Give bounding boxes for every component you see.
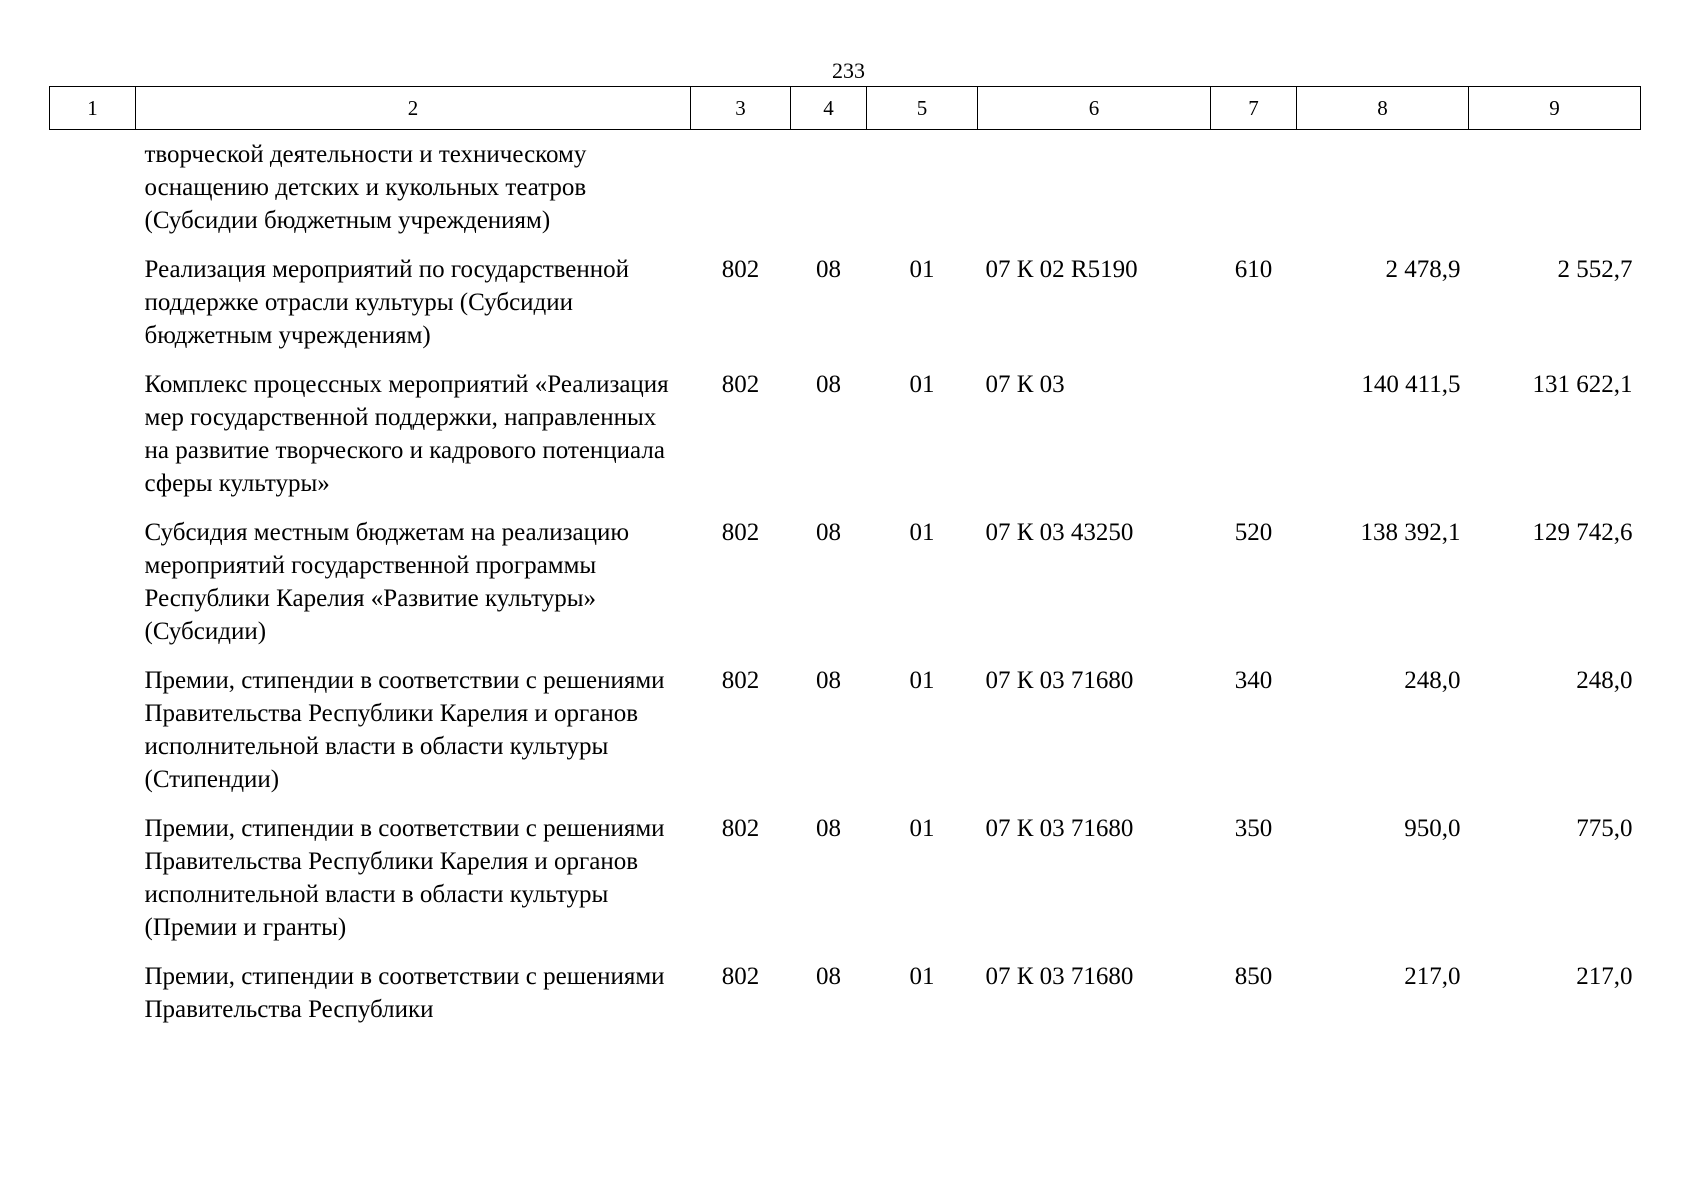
cell-c8: 950,0 [1404, 815, 1461, 842]
header-row [50, 87, 1641, 130]
header-cell-1: 1 [50, 87, 136, 130]
cell-c8: 2 478,9 [1385, 256, 1461, 283]
row-description: Реализация мероприятий по государственной поддержке отрасли культуры (Субсидии бюджетным учреждениям) [144, 256, 630, 349]
table-row [50, 662, 1641, 810]
budget-table [49, 86, 1641, 1040]
cell-c4: 08 [816, 519, 841, 546]
cell-c6 [978, 130, 1211, 252]
cell-c5: 01 [909, 963, 935, 990]
cell-c7: 610 [1234, 256, 1273, 283]
cell-c5 [867, 130, 978, 252]
cell-c4: 08 [816, 371, 841, 398]
cell-c8: 138 392,1 [1360, 519, 1461, 546]
cell-c3 [691, 130, 791, 252]
cell-c7: 520 [1234, 519, 1273, 546]
cell-c4: 08 [816, 667, 841, 694]
header-cell-3: 3 [691, 87, 791, 130]
cell-c8 [1297, 130, 1469, 252]
header-cell-6: 6 [978, 87, 1211, 130]
cell-c4: 08 [816, 256, 841, 283]
cell-c8: 248,0 [1404, 667, 1461, 694]
table-row [50, 958, 1641, 1040]
cell-c7: 850 [1234, 963, 1273, 990]
row-description: Премии, стипендии в соответствии с решениями Правительства Республики Карелия и органов исполнительной власти в области культуры (Стипендии) [144, 667, 665, 793]
cell-c5: 01 [909, 371, 935, 398]
table-row [50, 366, 1641, 514]
table-row [50, 130, 1641, 252]
cell-c7 [1211, 366, 1297, 514]
cell-c5: 01 [909, 667, 935, 694]
cell-c6: 07 К 03 71680 [985, 815, 1134, 842]
row-description: Премии, стипендии в соответствии с решениями Правительства Республики [144, 963, 665, 1023]
cell-c9: 775,0 [1576, 815, 1633, 842]
table-header [50, 87, 1641, 130]
cell-c7: 340 [1234, 667, 1273, 694]
table-row [50, 514, 1641, 662]
header-cell-8: 8 [1297, 87, 1469, 130]
cell-c8: 217,0 [1404, 963, 1461, 990]
cell-c3: 802 [721, 963, 760, 990]
table-row [50, 251, 1641, 366]
cell-c6: 07 К 02 R5190 [985, 256, 1138, 283]
cell-c6: 07 К 03 71680 [985, 963, 1134, 990]
header-cell-7: 7 [1211, 87, 1297, 130]
cell-c4 [791, 130, 867, 252]
cell-c9: 2 552,7 [1557, 256, 1633, 283]
cell-c3: 802 [721, 815, 760, 842]
cell-c5: 01 [909, 519, 935, 546]
cell-c4: 08 [816, 815, 841, 842]
cell-c6: 07 К 03 71680 [985, 667, 1134, 694]
cell-c3: 802 [721, 371, 760, 398]
cell-c9 [1469, 130, 1641, 252]
cell-c5: 01 [909, 256, 935, 283]
cell-c7: 350 [1234, 815, 1273, 842]
cell-c6: 07 К 03 [985, 371, 1065, 398]
cell-c3: 802 [721, 256, 760, 283]
cell-c9: 131 622,1 [1532, 371, 1633, 398]
cell-c6: 07 К 03 43250 [985, 519, 1134, 546]
header-cell-9: 9 [1469, 87, 1641, 130]
row-description: Комплекс процессных мероприятий «Реализация мер государственной поддержки, направленных на развитие творческого и кадрового потенциала сферы культуры» [144, 371, 669, 497]
cell-c8: 140 411,5 [1361, 371, 1461, 398]
page-number: 233 [832, 58, 865, 83]
cell-c7 [1211, 130, 1297, 252]
cell-c4: 08 [816, 963, 841, 990]
row-description: Субсидия местным бюджетам на реализацию мероприятий государственной программы Республики Карелия «Развитие культуры» (Субсидии) [144, 519, 630, 645]
row-description: творческой деятельности и техническому оснащению детских и кукольных театров (Субсидии бюджетным учреждениям) [144, 141, 587, 234]
cell-c5: 01 [909, 815, 935, 842]
header-cell-2: 2 [136, 87, 691, 130]
cell-c9: 248,0 [1576, 667, 1633, 694]
cell-c3: 802 [721, 667, 760, 694]
cell-c3: 802 [721, 519, 760, 546]
row-description: Премии, стипендии в соответствии с решениями Правительства Республики Карелия и органов исполнительной власти в области культуры (Премии и гранты) [144, 815, 665, 941]
header-cell-4: 4 [791, 87, 867, 130]
header-cell-5: 5 [867, 87, 978, 130]
cell-c9: 129 742,6 [1532, 519, 1633, 546]
table-body [50, 130, 1641, 1041]
table-row [50, 810, 1641, 958]
cell-c9: 217,0 [1576, 963, 1633, 990]
